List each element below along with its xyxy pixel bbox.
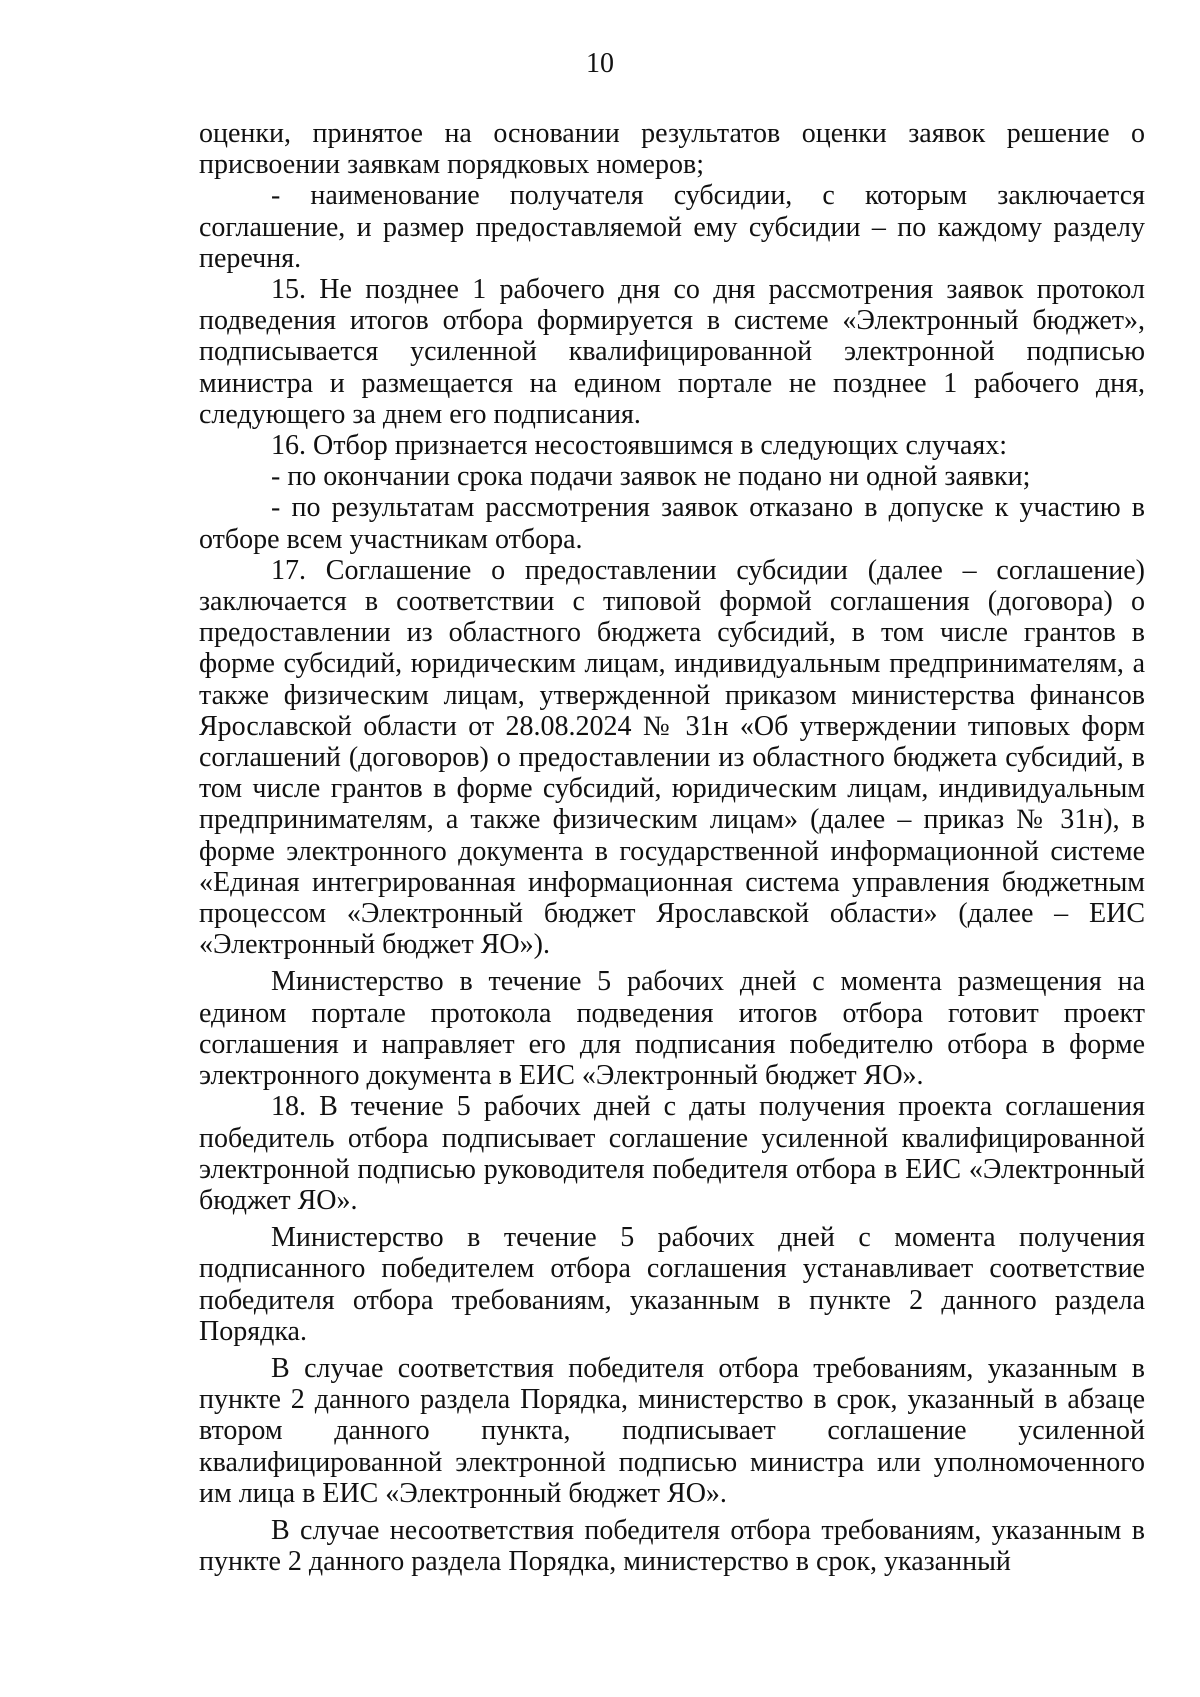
paragraph-16: 16. Отбор признается несостоявшимся в следующих случаях:	[271, 430, 1008, 462]
paragraph-17: 17. Соглашение о предоставлении субсидии (далее – соглашение) заключается в соответствии с типовой формой соглашения (договора) о предоставлении из областного бюджета субсидий, в том числе грантов в форме субсидий, юридическим лицам, индивидуальным предпринимателям, а также физическим лицам, утвержденной приказом министерства финансов Ярославской области от 28.08.2024 № 31н «Об утверждении типовых форм соглашений (договоров) о предоставлении из областного бюджета субсидий, в том числе грантов в форме субсидий, юридическим лицам, индивидуальным предпринимателям, а также физическим лицам» (далее – приказ № 31н), в форме электронного документа в государственной информационной системе «Единая интегрированная информационная система управления бюджетным процессом «Электронный бюджет Ярославской области» (далее – ЕИС «Электронный бюджет ЯО»).	[199, 554, 1145, 961]
paragraph-18-ministry-check: Министерство в течение 5 рабочих дней с момента получения подписанного победителем отбора соглашения устанавливает соответствие победителя отбора требованиям, указанным в пункте 2 данного раздела Порядка.	[199, 1222, 1145, 1347]
document-body	[199, 118, 1145, 1577]
page-number: 10	[586, 48, 614, 79]
paragraph-17-ministry: Министерство в течение 5 рабочих дней с момента размещения на едином портале протокола подведения итогов отбора готовит проект соглашения и направляет его для подписания победителю отбора в форме электронного документа в ЕИС «Электронный бюджет ЯО».	[199, 966, 1145, 1092]
paragraph-continuation: оценки, принятое на основании результатов оценки заявок решение о присвоении заявкам порядковых номеров;	[199, 118, 1145, 181]
paragraph-18-compliance: В случае соответствия победителя отбора требованиям, указанным в пункте 2 данного раздела Порядка, министерство в срок, указанный в абзаце втором данного пункта, подписывает соглашение усиленной квалифицированной электронной подписью министра или уполномоченного им лица в ЕИС «Электронный бюджет ЯО».	[199, 1352, 1145, 1509]
paragraph-15: 15. Не позднее 1 рабочего дня со дня рассмотрения заявок протокол подведения итогов отбора формируется в системе «Электронный бюджет», подписывается усиленной квалифицированной электронной подписью министра и размещается на едином портале не позднее 1 рабочего дня, следующего за днем его подписания.	[199, 274, 1145, 430]
paragraph-recipient-item: - наименование получателя субсидии, с которым заключается соглашение, и размер предоставляемой ему субсидии – по каждому разделу перечня.	[199, 180, 1145, 274]
paragraph-18: 18. В течение 5 рабочих дней с даты получения проекта соглашения победитель отбора подписывает соглашение усиленной квалифицированной электронной подписью руководителя победителя отбора в ЕИС «Электронный бюджет ЯО».	[199, 1091, 1145, 1216]
paragraph-16-item-2: - по результатам рассмотрения заявок отказано в допуске к участию в отборе всем участникам отбора.	[199, 492, 1145, 555]
paragraph-16-item-1: - по окончании срока подачи заявок не подано ни одной заявки;	[271, 461, 1031, 493]
paragraph-18-noncompliance: В случае несоответствия победителя отбора требованиям, указанным в пункте 2 данного раздела Порядка, министерство в срок, указанный	[199, 1514, 1145, 1578]
